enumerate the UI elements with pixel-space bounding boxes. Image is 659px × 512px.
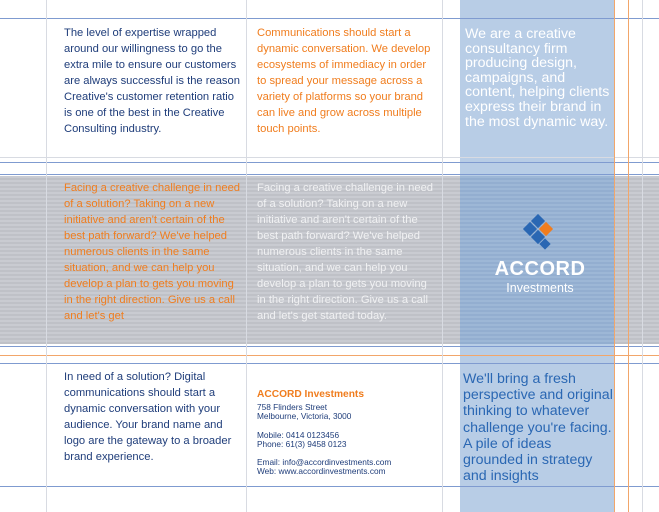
- logo-name: ACCORD: [494, 258, 586, 280]
- guide-line: [642, 0, 643, 512]
- guide-line: [0, 162, 659, 163]
- company-name: ACCORD Investments: [257, 389, 364, 400]
- mobile-number: Mobile: 0414 0123456: [257, 429, 340, 440]
- middle-left-paragraph: Facing a creative challenge in need of a solution? Taking on a new initiative and aren't certain of the best path forward? We've helped numerous clients in the same situation, and we can help you develop a plan to gets you moving in the right direction. Give us a call and let's get: [64, 182, 241, 322]
- top-right-tagline: We are a creative consultancy firm producing design, campaigns, and content, helping clients express their brand in the most dynamic way.: [465, 26, 610, 130]
- guide-line: [246, 0, 247, 512]
- bottom-left-paragraph: In need of a solution? Digital communications should start a dynamic conversation with your audience. Your brand name and logo are the gateway to a broader brand experience.: [64, 371, 232, 463]
- top-left-paragraph: The level of expertise wrapped around our willingness to go the extra mile to ensure our customers are always successful is the reason Creative's customer retention ratio is one of the best in the Creative Consulting industry.: [64, 27, 240, 135]
- middle-center-paragraph: Facing a creative challenge in need of a solution? Taking on a new initiative and aren't certain of the best path forward? We've helped numerous clients in the same situation, and we can help you develop a plan to gets you moving in the right direction. Give us a call and let's get started today.: [257, 182, 434, 322]
- guide-line: [0, 18, 659, 19]
- guide-line: [628, 0, 629, 512]
- email-address: Email: info@accordinvestments.com: [257, 457, 392, 468]
- address-line: Melbourne, Victoria, 3000: [257, 411, 352, 422]
- logo-subtitle: Investments: [506, 281, 574, 295]
- guide-line: [0, 486, 659, 487]
- guide-line: [614, 0, 615, 512]
- top-middle-paragraph: Communications should start a dynamic conversation. We develop ecosystems of immediacy in order to spread your message across a variety of platforms so your brand can live and grow across multiple touch points.: [257, 27, 431, 135]
- guide-line: [0, 363, 659, 364]
- guide-line: [0, 174, 659, 175]
- contact-block: [257, 389, 447, 477]
- guide-line: [0, 355, 659, 356]
- website-address: Web: www.accordinvestments.com: [257, 466, 386, 477]
- guide-line: [0, 346, 659, 347]
- address-line: 758 Flinders Street: [257, 402, 328, 412]
- diamond-cluster-icon: [518, 214, 558, 254]
- guide-line: [46, 0, 47, 512]
- guide-line: [0, 157, 659, 158]
- phone-number: Phone: 61(3) 9458 0123: [257, 438, 347, 449]
- bottom-right-tagline: We'll bring a fresh perspective and original thinking to whatever challenge you're facing. A pile of ideas grounded in strategy and insights: [463, 371, 613, 485]
